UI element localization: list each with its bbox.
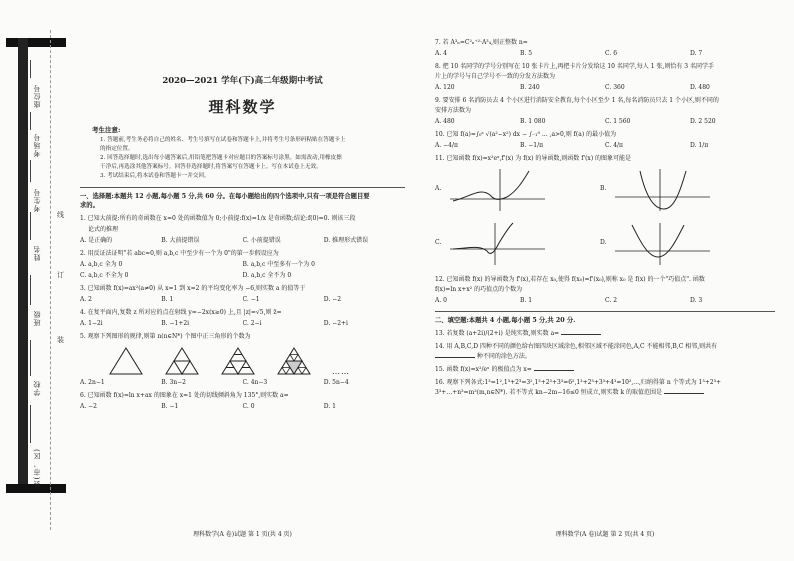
subject-title: 理科数学 <box>208 98 277 116</box>
option: A. 480 <box>435 118 455 125</box>
answer-blank[interactable] <box>561 334 601 335</box>
graph-option-a <box>435 167 555 213</box>
question-10-options <box>435 141 775 150</box>
option: B. −1 <box>161 403 179 410</box>
option: B. 5 <box>520 50 533 57</box>
question-3-options <box>80 295 405 304</box>
question-1-stem: 1. 已知大前提:所有的奇函数在 x=0 处的函数值为 0;小前提:f(x)=1/x 是奇函数;结论:f(0)=0. 则该三段 <box>80 215 356 222</box>
option: B. −1/π <box>520 142 544 149</box>
question-4-stem: 4. 在复平面内,复数 z 所对应的点在射线 y=−2x(x≥0) 上,且 |z|=√5,则 z̄= <box>80 309 282 316</box>
question-9-stem: 9. 要安排 6 名消防员去 4 个小区进行消防安全教育,每个小区至少 1 名,每名消防员只去 1 个小区,则不同的 <box>435 97 719 104</box>
option: B. 3n−2 <box>161 379 186 386</box>
option: B. 1 <box>520 297 533 304</box>
question-13-stem: 13. 若复数 (a+2i)/(2+i) 是纯实数,则实数 a= <box>435 329 775 338</box>
binding-strip <box>0 0 72 561</box>
section1-header-cont: 求的。 <box>80 202 99 209</box>
option: A. −4/π <box>435 142 458 149</box>
option: D. 480 <box>690 84 710 91</box>
question-11-graphs <box>435 167 775 271</box>
graph-label: B. <box>600 185 607 192</box>
question-9-options <box>435 117 775 126</box>
binding-bar <box>18 38 28 493</box>
question-5-options <box>80 378 405 387</box>
option: C. 1 560 <box>605 118 631 125</box>
cut-label-line: 线 <box>57 211 64 219</box>
graph-label: C. <box>435 239 442 246</box>
question-4-options <box>80 319 405 328</box>
exam-title: 2020—2021 学年(下)高二年级期中考试 <box>162 76 323 86</box>
divider <box>435 311 775 312</box>
question-5-stem: 5. 观察下列图形的规律,则第 n(n∈N*) 个图中正三角形的个数为 <box>80 333 251 340</box>
question-8-options <box>435 83 775 92</box>
option: D. 1 <box>323 403 336 410</box>
triangle-figure-3 <box>220 346 256 376</box>
binding-band-top <box>6 38 66 47</box>
option: B. 240 <box>520 84 540 91</box>
option: C. −1 <box>242 296 260 303</box>
question-6-stem: 6. 已知函数 f(x)=ln x+ax 的图象在 x=1 处的切线倾斜角为 135°,则实数 a= <box>80 392 289 399</box>
option: D. 7 <box>690 50 703 57</box>
page-footer-right: 理科数学(A 卷)试题 第 2 页(共 4 页) <box>555 531 655 538</box>
triangle-pattern-figure <box>108 346 405 376</box>
option: A. 1−2i <box>80 320 103 327</box>
binding-field-class: 班级 <box>33 310 41 326</box>
question-1-options <box>80 236 405 245</box>
question-2-options <box>80 260 405 269</box>
question-8-stem-cont: 片上的学号与自己学号不一致的分发方法数为 <box>435 73 556 80</box>
question-14-stem-cont: 种不同的涂色方法。 <box>435 352 775 361</box>
option: B. a,b,c 中至多有一个为 0 <box>242 261 315 268</box>
graph-c-plot <box>445 221 565 267</box>
question-1-stem-cont: 论式的推理 <box>88 226 119 233</box>
option: C. a,b,c 不全为 0 <box>80 272 129 279</box>
option: D. a,b,c 全不为 0 <box>242 272 292 279</box>
binding-field-county: 县(市、区) <box>33 448 41 488</box>
cut-label-bind: 订 <box>57 271 64 279</box>
notice-item: 的指定位置。 <box>100 146 134 152</box>
option: B. −1+2i <box>161 320 190 327</box>
question-14-stem: 14. 用 A,B,C,D 四种不同的颜色给右图四块区域涂色,相邻区域不能涂同色,A,C 不能相邻,B,C 相邻,则共有 <box>435 343 718 350</box>
option: C. 4n−3 <box>242 379 268 386</box>
option: A. 120 <box>435 84 455 91</box>
option: A. 是正确的 <box>80 237 113 244</box>
option: A. −2 <box>80 403 97 410</box>
binding-write-line <box>30 112 31 130</box>
option: B. 大前提错误 <box>161 237 200 244</box>
question-15-stem: 15. 函数 f(x)=x²/eˣ 的极值点为 x= <box>435 365 775 374</box>
cut-label-pack: 装 <box>57 336 64 344</box>
option: D. 推理形式错误 <box>323 237 369 244</box>
option: C. 360 <box>605 84 625 91</box>
question-2-stem: 2. 用反证法证明"若 abc=0,则 a,b,c 中至少有一个为 0"的第一步假设应为 <box>80 250 279 257</box>
binding-write-line <box>30 275 31 305</box>
section1-header: 一、选择题:本题共 12 小题,每小题 5 分,共 60 分。在每小题给出的四个选项中,只有一项是符合题目要 <box>80 193 370 200</box>
question-9-stem-cont: 安排方法数为 <box>435 107 472 114</box>
question-3-stem: 3. 已知函数 f(x)=ax²(a≠0) 从 x=1 到 x=2 的平均变化率为 −6,则实数 a 的值等于 <box>80 285 306 292</box>
cut-line <box>50 30 51 530</box>
triangle-figure-1 <box>108 346 144 376</box>
answer-blank[interactable] <box>534 370 574 371</box>
graph-label: A. <box>435 185 442 192</box>
option: D. −2 <box>323 296 342 303</box>
option: B. 1 <box>161 296 174 303</box>
option: A. 0 <box>435 297 447 304</box>
question-7-options <box>435 49 775 58</box>
question-12-stem-cont: f(x)=ln x+x² 的巧值点的个数为 <box>435 286 523 293</box>
notice-title: 考生注意: <box>92 126 121 134</box>
left-page <box>80 32 405 552</box>
graph-label: D. <box>600 239 607 246</box>
graph-option-c <box>435 221 555 267</box>
question-12-options <box>435 296 775 305</box>
question-12-stem: 12. 已知函数 f(x) 的导函数为 f'(x),若存在 x₀,使得 f(x₀)=f'(x₀),则称 x₀ 是 f(x) 的一个"巧值点". 函数 <box>435 276 705 283</box>
option: C. 0 <box>242 403 255 410</box>
binding-write-line <box>30 60 31 78</box>
question-11-stem: 11. 已知函数 f(x)=x²eˣ,f'(x) 为 f(x) 的导函数,则函数 f'(x) 的图象可能是 <box>435 155 632 162</box>
page-footer-left: 理科数学(A 卷)试题 第 1 页(共 4 页) <box>193 531 292 538</box>
triangle-figure-4 <box>276 346 312 376</box>
answer-blank[interactable] <box>664 393 704 394</box>
option: C. 小前提错误 <box>242 237 281 244</box>
option: A. 2 <box>80 296 92 303</box>
option: A. 2n−1 <box>80 379 105 386</box>
triangle-figure-2 <box>164 346 200 376</box>
question-16-stem: 16. 观察下列各式:1³=1²,1³+2³=3²,1³+2³+3³=6²,1³+2³+3³+4³=10²,...,归纳得第 n 个等式为 1³+2³+ <box>435 379 722 386</box>
option: C. 4/π <box>605 142 623 149</box>
option: A. 4 <box>435 50 447 57</box>
option: A. a,b,c 全为 0 <box>80 261 123 268</box>
graph-b-plot <box>610 167 730 213</box>
answer-blank[interactable] <box>435 357 475 358</box>
option: D. −2+i <box>323 320 348 327</box>
option: B. 1 080 <box>520 118 546 125</box>
notice-item: 2. 回答选择题时,选出每小题答案后,用铅笔把答题卡对应题目的答案标号涂黑。如需改动,用橡皮擦 <box>100 155 342 161</box>
option: D. 1/π <box>690 142 709 149</box>
graph-d-plot <box>610 221 730 267</box>
question-16-stem-cont: 3³+…+n³=m²(m,n∈N*). 若不等式 kn−2m−16≤0 恒成立,则实数 k 的取值范围是 <box>435 388 775 397</box>
option: C. 2−i <box>242 320 262 327</box>
binding-write-line <box>30 160 31 182</box>
binding-write-line <box>30 212 31 240</box>
option: D. 5n−4 <box>323 379 349 386</box>
binding-field-name: 姓名 <box>33 245 41 261</box>
binding-field-student-id: 考生号 <box>33 188 41 212</box>
right-page <box>435 32 775 552</box>
question-7-stem: 7. 若 A³ₙ=C²ₙ⁺²·A³₄,则正整数 n= <box>435 39 528 46</box>
option: C. 2 <box>605 297 618 304</box>
question-10-stem: 10. 已知 f(a)=∫₀ᵃ √(a²−x²) dx − ∫₋₁⁰ ... ,a>0,则 f(a) 的最小值为 <box>435 131 617 138</box>
question-2-options <box>80 271 405 280</box>
graph-a-plot <box>445 167 565 213</box>
divider <box>80 187 405 188</box>
notice-item: 3. 考试结束后,将本试卷和答题卡一并交回。 <box>100 173 210 179</box>
option: D. 2 520 <box>690 118 716 125</box>
option: C. 6 <box>605 50 618 57</box>
graph-option-d <box>600 221 720 267</box>
section2-header: 二、填空题:本题共 4 小题,每小题 5 分,共 20 分. <box>435 317 576 324</box>
question-8-stem: 8. 把 10 名同学的学号分别写在 10 张卡片上,再把卡片分发给这 10 名同学,每人 1 张,则恰有 3 名同学手 <box>435 63 714 70</box>
notice-item: 干净后,再选涂其他答案标号。回答非选择题时,将答案写在答题卡上。写在本试卷上无效。 <box>100 164 322 170</box>
binding-field-school: 学校 <box>33 380 41 396</box>
binding-field-seat: 座位号 <box>33 84 41 108</box>
binding-write-line <box>30 340 31 376</box>
graph-option-b <box>600 167 720 213</box>
notice-list <box>100 136 405 181</box>
binding-write-line <box>30 405 31 443</box>
ellipsis: …… <box>332 367 350 376</box>
option: D. 3 <box>690 297 703 304</box>
notice-item: 1. 答题前,考生务必将自己的姓名、考生号填写在试卷和答题卡上,并将考生号条形码粘贴在答题卡上 <box>100 137 346 143</box>
binding-field-room: 考场号 <box>33 133 41 157</box>
question-6-options <box>80 402 405 411</box>
